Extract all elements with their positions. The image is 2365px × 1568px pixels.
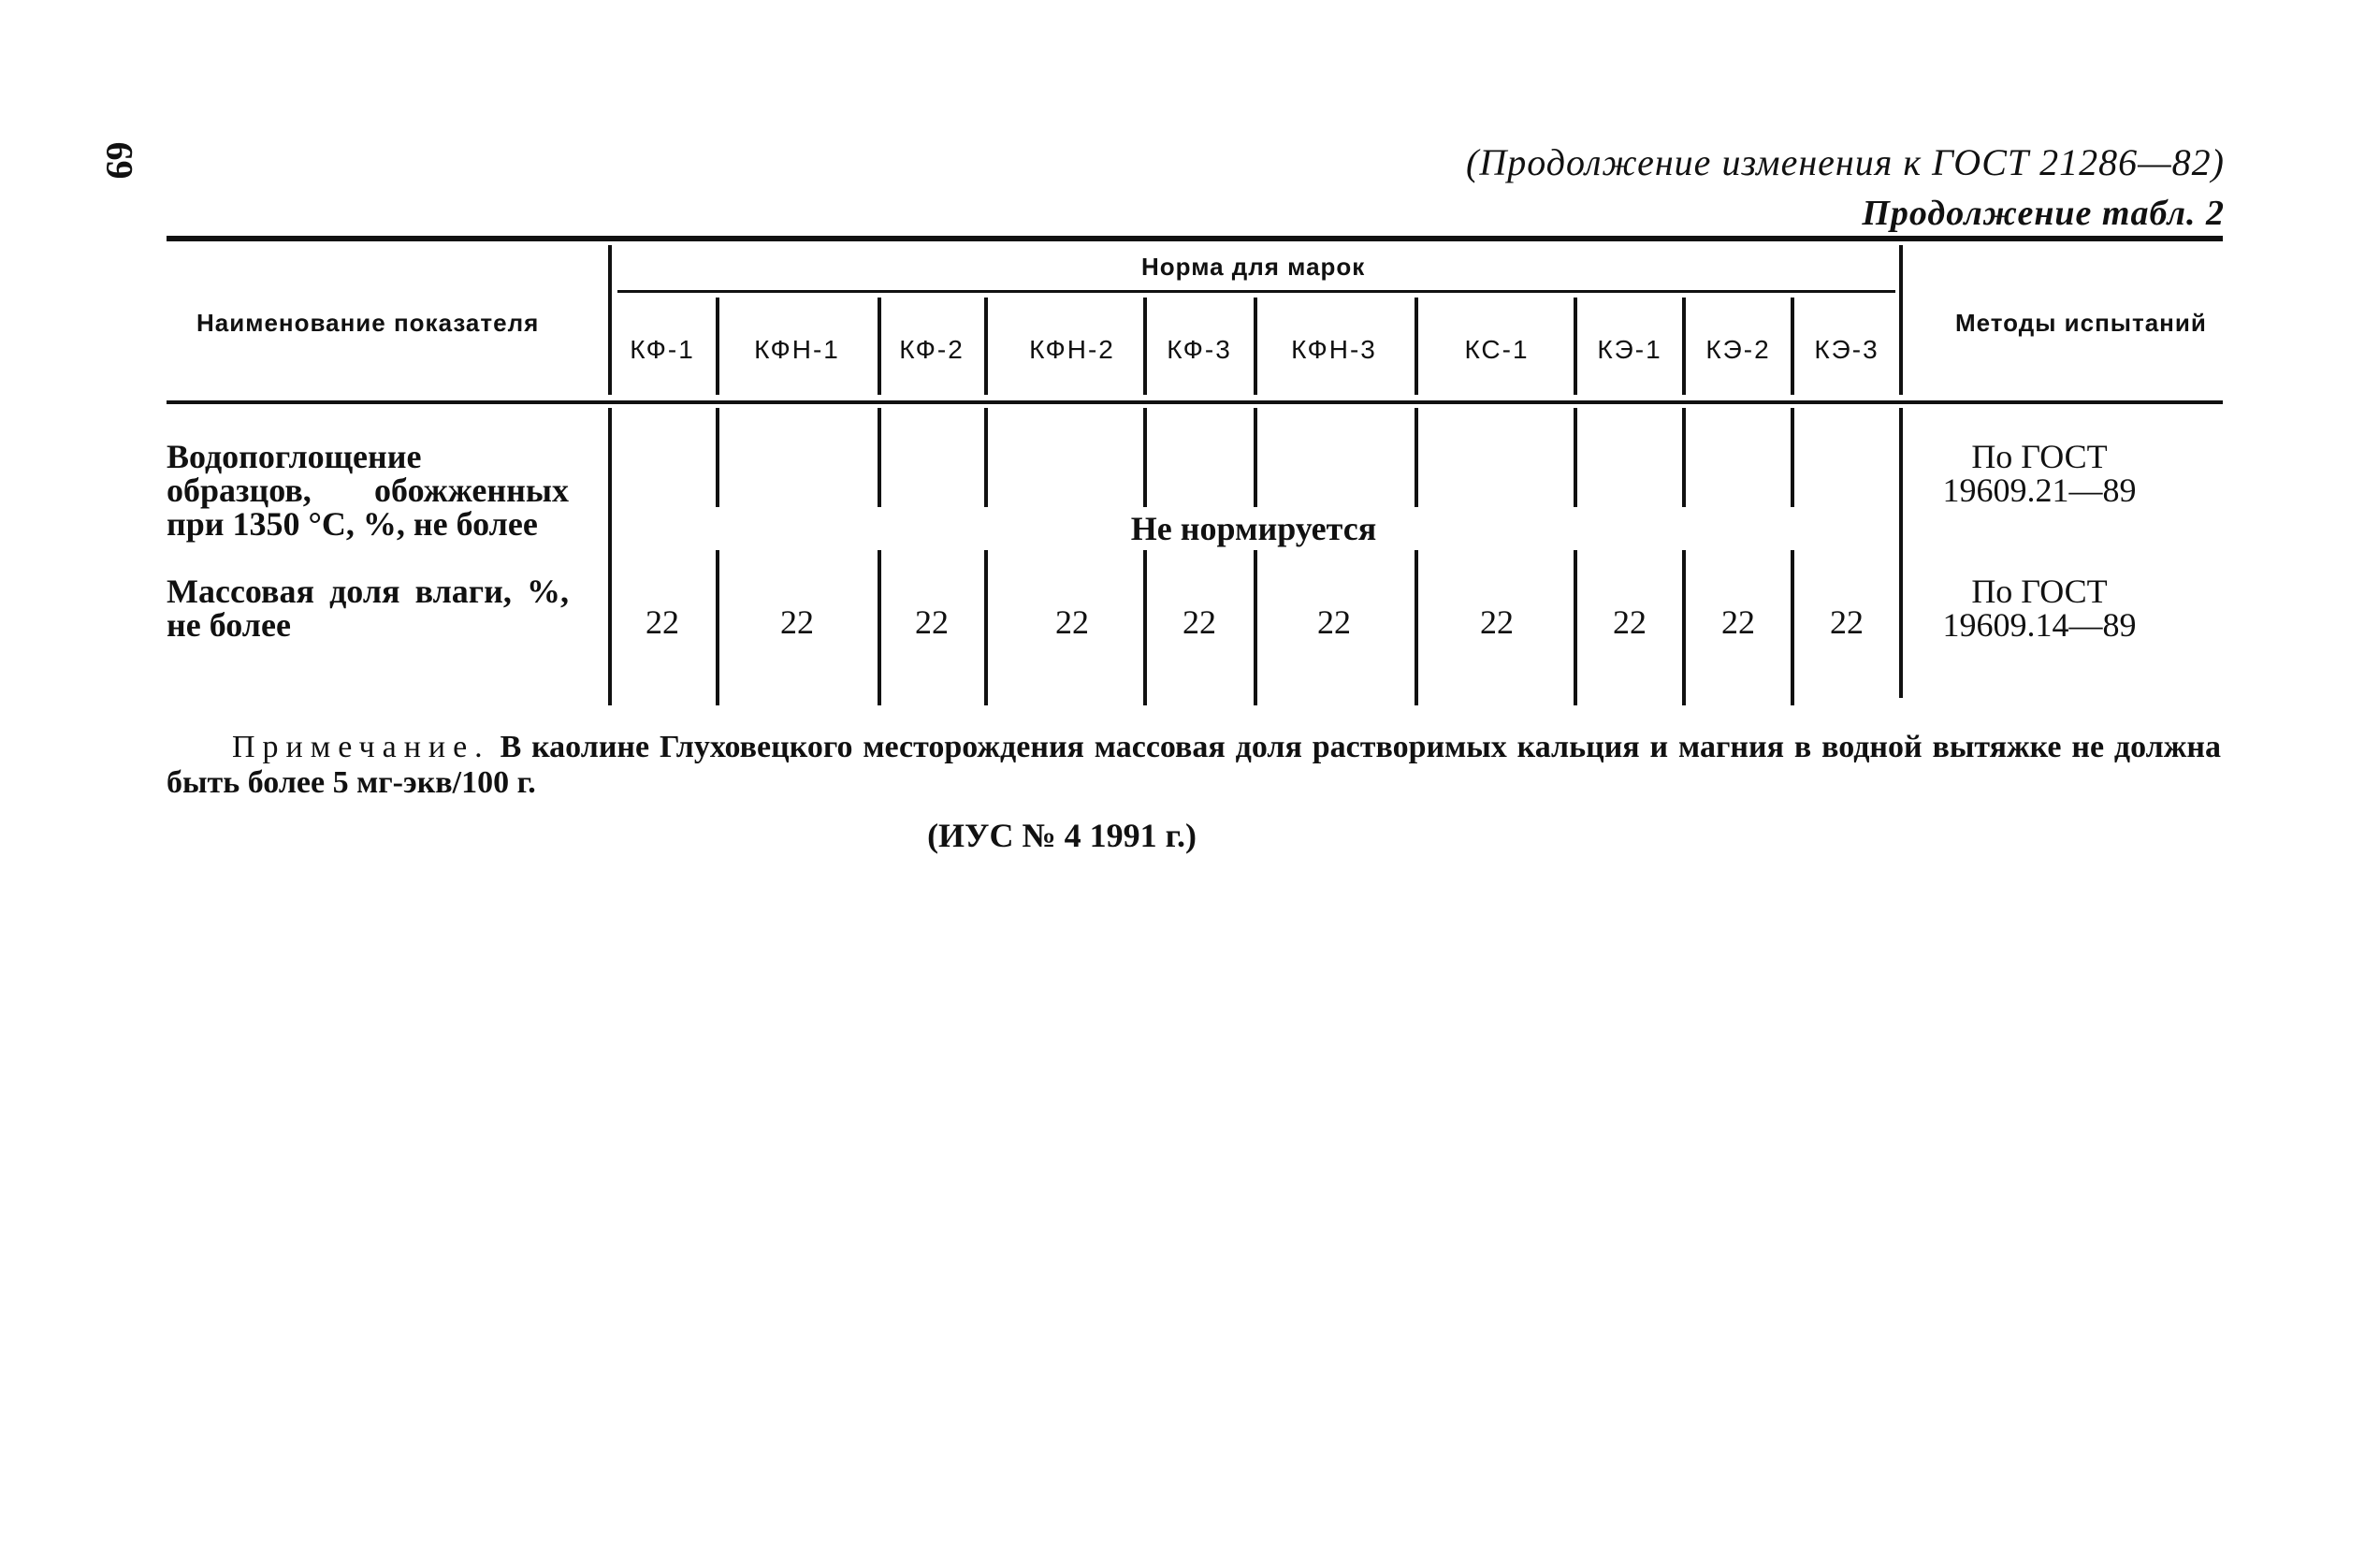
method-prefix: По ГОСТ [1971, 438, 2108, 475]
row-name-water-absorption: Водопоглощение образцов, обожженных при 1350 °С, %, не более [167, 438, 569, 543]
publication-reference: (ИУС № 4 1991 г.) [927, 817, 1197, 854]
body-divider-left [608, 408, 612, 705]
header-divider-right [1899, 245, 1903, 395]
method-row-1 [1890, 440, 2189, 507]
body-col-sep-bottom [1682, 550, 1686, 705]
method-prefix: По ГОСТ [1971, 573, 2108, 610]
grade-header: КФ-2 [899, 335, 965, 364]
cell-value: 22 [1830, 603, 1864, 641]
cell-value: 22 [780, 603, 814, 641]
page-number: 69 [98, 141, 141, 180]
grade-header: КЭ-3 [1814, 335, 1879, 364]
merged-value-not-normed: Не нормируется [1127, 509, 1380, 548]
grade-header: КФ-3 [1167, 335, 1232, 364]
body-col-sep-top [1574, 408, 1577, 507]
cell-value: 22 [915, 603, 949, 641]
body-col-sep-top [716, 408, 719, 507]
cell-value: 22 [1721, 603, 1755, 641]
method-standard: 19609.14—89 [1942, 606, 2137, 644]
table-top-rule [167, 236, 2223, 241]
grade-header: КЭ-1 [1597, 335, 1662, 364]
grade-header: КФН-2 [1029, 335, 1115, 364]
body-col-sep-top [1415, 408, 1418, 507]
body-col-sep-top [1682, 408, 1686, 507]
body-col-sep-top [984, 408, 988, 507]
cell-value: 22 [1480, 603, 1514, 641]
grade-header: КФН-3 [1291, 335, 1377, 364]
table-caption: Продолжение табл. 2 [1862, 194, 2225, 233]
cell-value: 22 [1182, 603, 1216, 641]
cell-value: 22 [1613, 603, 1647, 641]
grade-header: КС-1 [1464, 335, 1530, 364]
grade-header: КФН-1 [754, 335, 840, 364]
column-header-methods: Методы испытаний [1955, 309, 2207, 337]
body-col-sep-bottom [1254, 550, 1257, 705]
cell-value: 22 [646, 603, 679, 641]
body-col-sep-top [1791, 408, 1794, 507]
column-header-indicator: Наименование показателя [196, 309, 540, 337]
body-col-sep-bottom [984, 550, 988, 705]
header-col-sep [1143, 298, 1147, 395]
row-name-moisture: Массовая доля влаги, %, не более [167, 573, 569, 644]
method-standard: 19609.21—89 [1942, 472, 2137, 509]
header-col-sep [1682, 298, 1686, 395]
note-text: В каолине Глуховецкого месторождения массовая доля растворимых кальция и магния в водной вытяжке не должна быть более 5 мг-экв/100 г. [167, 730, 2222, 800]
header-col-sep [1574, 298, 1577, 395]
running-header: (Продолжение изменения к ГОСТ 21286—82) [1466, 141, 2225, 183]
body-col-sep-bottom [1791, 550, 1794, 705]
body-col-sep-bottom [716, 550, 719, 705]
header-col-sep [716, 298, 719, 395]
body-col-sep-top [1254, 408, 1257, 507]
grade-header: КФ-1 [630, 335, 695, 364]
cell-value: 22 [1317, 603, 1351, 641]
body-col-sep-bottom [1143, 550, 1147, 705]
cell-value: 22 [1055, 603, 1089, 641]
header-col-sep [1415, 298, 1418, 395]
body-col-sep-bottom [1415, 550, 1418, 705]
body-col-sep-top [1143, 408, 1147, 507]
header-col-sep [984, 298, 988, 395]
table-header-rule [167, 400, 2223, 404]
note-lead: Примечание. [232, 730, 490, 764]
body-col-sep-bottom [1574, 550, 1577, 705]
header-col-sep [1791, 298, 1794, 395]
method-row-2 [1890, 574, 2189, 642]
body-col-sep-top [878, 408, 881, 507]
header-col-sep [1254, 298, 1257, 395]
column-header-norm: Норма для марок [1141, 253, 1366, 281]
body-col-sep-bottom [878, 550, 881, 705]
grade-header: КЭ-2 [1705, 335, 1771, 364]
header-divider-left [608, 245, 612, 395]
header-col-sep [878, 298, 881, 395]
header-subrule [617, 290, 1895, 293]
table-note [167, 730, 2221, 801]
